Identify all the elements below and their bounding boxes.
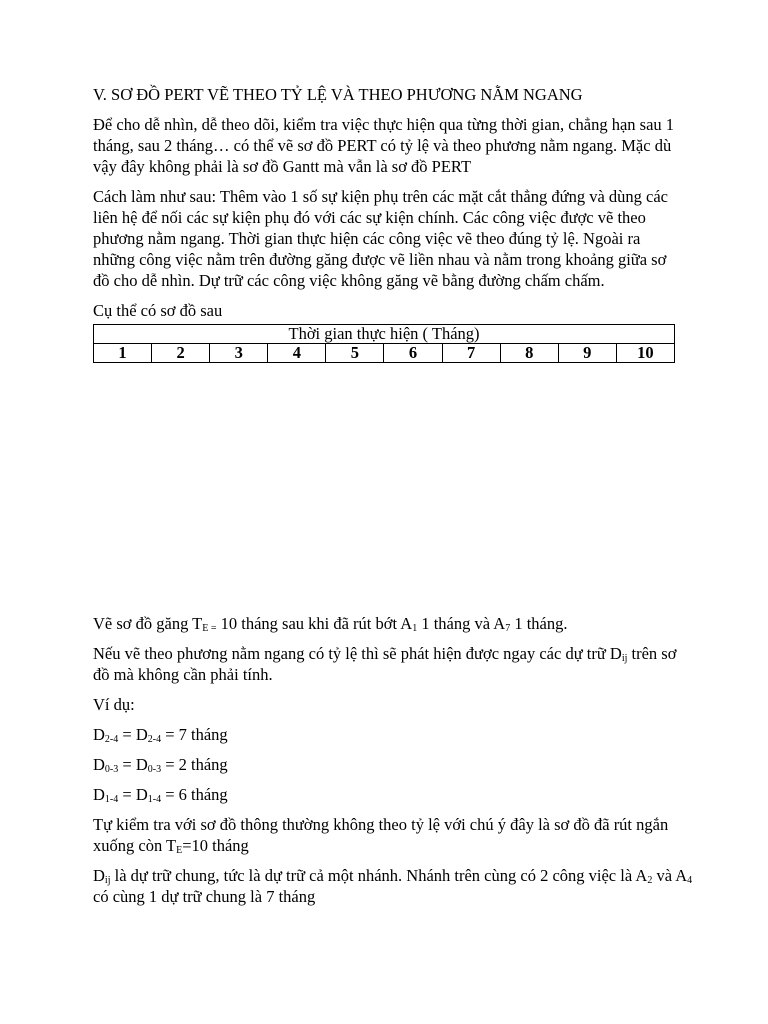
month-cell: 8 [500,344,558,363]
document-page [93,84,693,906]
month-cell: 9 [558,344,616,363]
paragraph-intro: Để cho dễ nhìn, dễ theo dõi, kiểm tra việc thực hiện qua từng thời gian, chẳng hạn sau 1 tháng, sau 2 tháng… có thể vẽ sơ đồ PERT có tỷ lệ và theo phương nằm ngang. Mặc dù vậy đây không phải là sơ đồ Gantt mà vẫn là sơ đồ PERT [93,115,675,176]
paragraph-diagram-caption: Cụ thể có sơ đồ sau [93,301,223,320]
section-heading: V. SƠ ĐỒ PERT VẼ THEO TỶ LỆ VÀ THEO PHƯƠNG NẰM NGANG [93,85,583,104]
month-cell: 10 [616,344,674,363]
timeline-header: Thời gian thực hiện ( Tháng) [94,325,675,344]
month-cell: 1 [94,344,152,363]
lower-section [93,613,693,907]
paragraph-example-label: Ví dụ: [93,695,135,714]
equation-2: $D_{0-3} = D_{0-3} = 2$ tháng [93,755,228,775]
month-cell: 2 [152,344,210,363]
timeline-months-row [94,344,675,363]
paragraph-common-reserve: $D_{ij}$ là dự trữ chung, tức là dự trữ cả một nhánh. Nhánh trên cùng có 2 công việc là $A_2$ và $A_4$ có cùng 1 dự trữ chung là 7 tháng [93,866,693,906]
equation-3: $D_{1-4} = D_{1-4} = 6$ tháng [93,785,228,805]
paragraph-critical-path: Vẽ sơ đồ găng $T_{E =}$ 10 tháng sau khi đã rút bớt $A_1$ 1 tháng và $A_7$ 1 tháng. [93,614,568,634]
month-cell: 3 [210,344,268,363]
month-cell: 7 [442,344,500,363]
paragraph-self-check: Tự kiểm tra với sơ đồ thông thường không theo tỷ lệ với chú ý đây là sơ đồ đã rút ngắn xuống còn $T_E=10$ tháng [93,815,669,856]
equation-1: $D_{2-4} = D_{2-4} = 7$ tháng [93,725,228,745]
paragraph-method: Cách làm như sau: Thêm vào 1 số sự kiện phụ trên các mặt cắt thẳng đứng và dùng các liên hệ để nối các sự kiện phụ đó với các sự kiện chính. Các công việc được vẽ theo phương nằm ngang. Thời gian thực hiện các công việc vẽ theo đúng tỷ lệ. Ngoài ra những công việc nằm trên đường găng được vẽ liền nhau và nằm trong khoảng giữa sơ đồ cho dễ nhìn. Dự trữ các công việc không găng vẽ bằng đường chấm chấm. [93,187,668,290]
month-cell: 4 [268,344,326,363]
month-cell: 6 [384,344,442,363]
month-cell: 5 [326,344,384,363]
paragraph-reserve: Nếu vẽ theo phương nằm ngang có tỷ lệ thì sẽ phát hiện được ngay các dự trữ $D_{ij}$ trên sơ đồ mà không cần phải tính. [93,644,677,684]
timeline-table [93,324,675,363]
